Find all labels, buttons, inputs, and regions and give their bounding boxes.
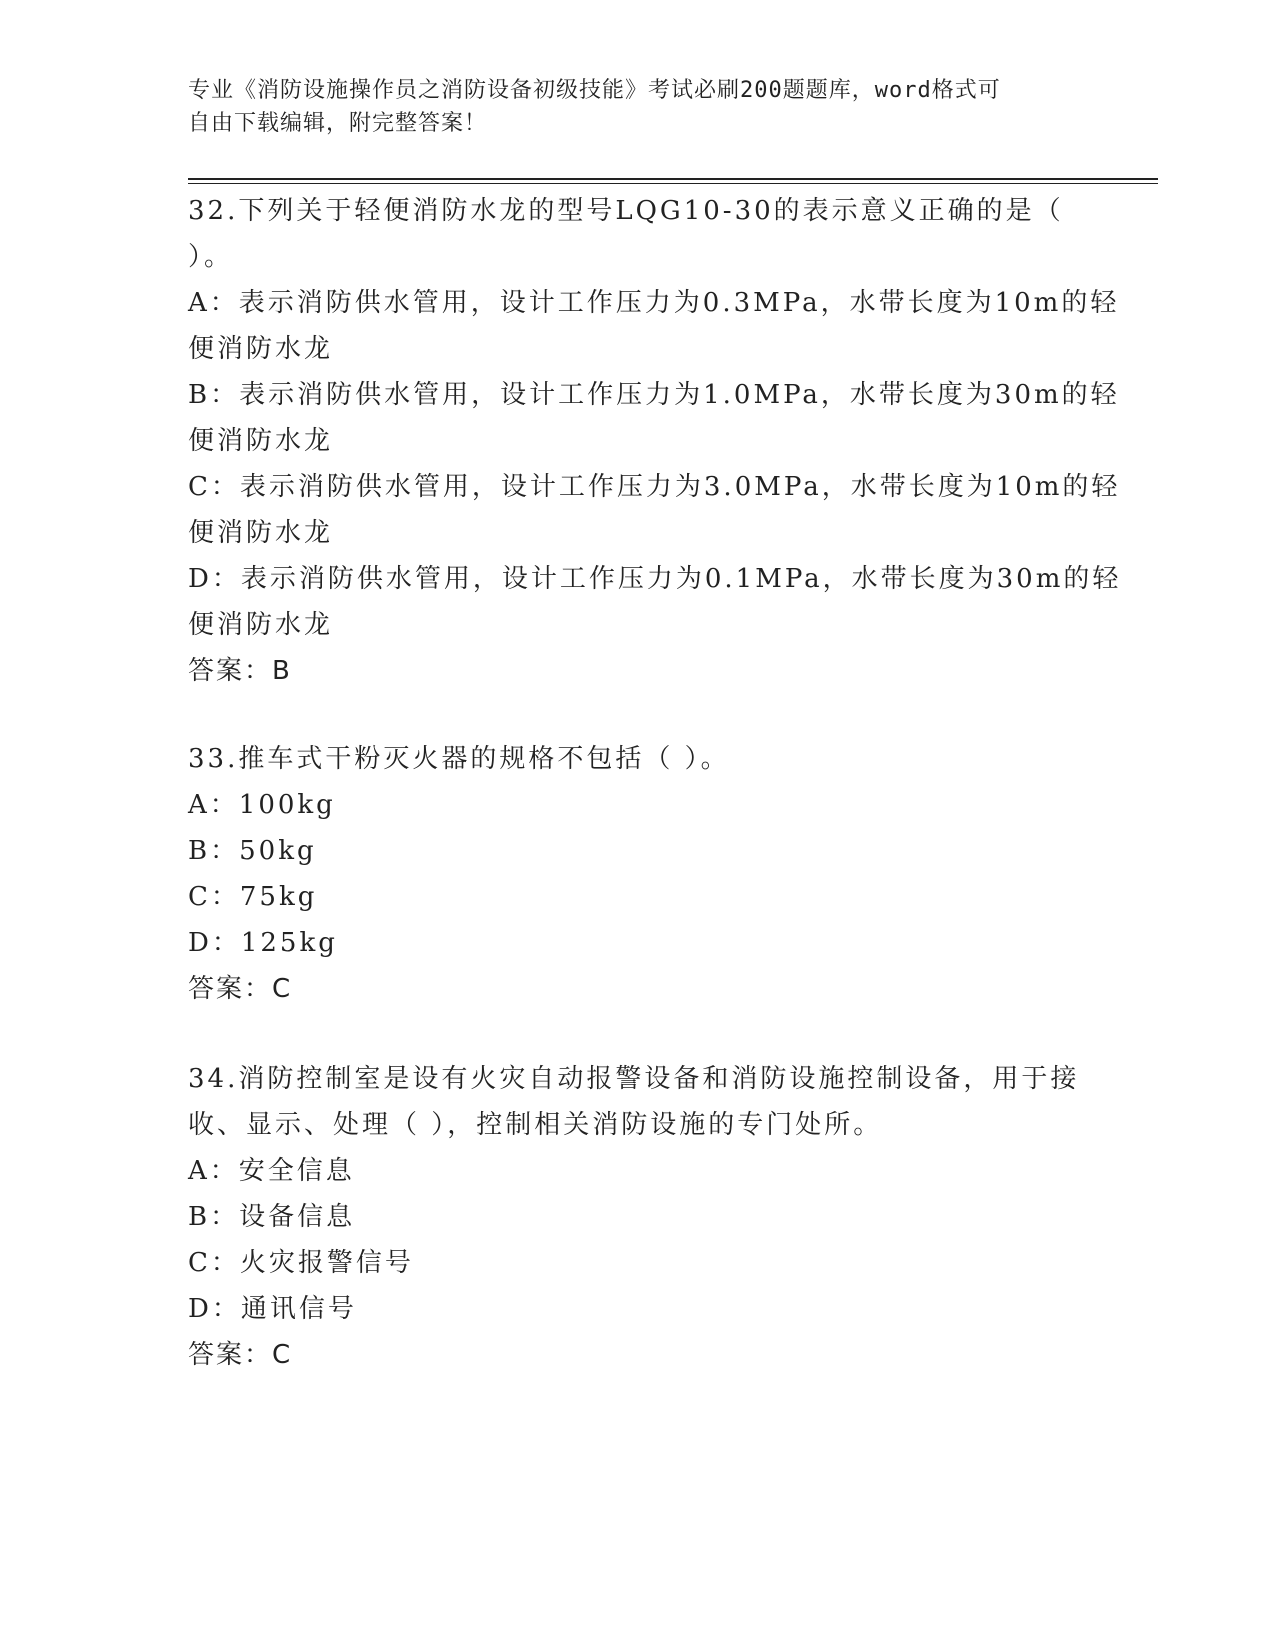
option-a-cont: 便消防水龙	[188, 334, 334, 364]
header-line: 自由下载编辑，附完整答案！	[188, 111, 488, 136]
option-d: D：125kg	[188, 928, 338, 958]
document-header	[188, 74, 1088, 140]
header-divider-thin	[188, 183, 1158, 184]
option-c: C：表示消防供水管用，设计工作压力为3.0MPa，水带长度为10m的轻	[188, 472, 1121, 502]
question-stem: 收、显示、处理（ ），控制相关消防设施的专门处所。	[188, 1110, 883, 1140]
option-d: D：表示消防供水管用，设计工作压力为0.1MPa，水带长度为30m的轻	[188, 564, 1122, 594]
option-a: A：表示消防供水管用，设计工作压力为0.3MPa，水带长度为10m的轻	[188, 288, 1120, 318]
question-34	[188, 1056, 1088, 1378]
answer: 答案：C	[188, 1340, 293, 1370]
option-d-cont: 便消防水龙	[188, 610, 334, 640]
header-line: 专业《消防设施操作员之消防设备初级技能》考试必刷200题题库，word格式可	[188, 78, 1001, 103]
question-stem: 33.推车式干粉灭火器的规格不包括（ ）。	[188, 744, 730, 774]
option-c: C：火灾报警信号	[188, 1248, 414, 1278]
question-33	[188, 736, 1088, 1012]
option-a: A：安全信息	[188, 1156, 355, 1186]
header-divider	[188, 178, 1158, 180]
option-b: B：50kg	[188, 836, 317, 866]
question-stem: 34.消防控制室是设有火灾自动报警设备和消防设施控制设备，用于接	[188, 1064, 1080, 1094]
option-d: D：通讯信号	[188, 1294, 357, 1324]
question-stem: 32.下列关于轻便消防水龙的型号LQG10-30的表示意义正确的是（	[188, 196, 1064, 226]
answer: 答案：C	[188, 974, 293, 1004]
option-b: B：设备信息	[188, 1202, 356, 1232]
answer: 答案：B	[188, 656, 292, 686]
option-a: A：100kg	[188, 790, 336, 820]
question-stem: ）。	[188, 242, 234, 272]
option-c: C：75kg	[188, 882, 318, 912]
option-b: B：表示消防供水管用，设计工作压力为1.0MPa，水带长度为30m的轻	[188, 380, 1120, 410]
option-c-cont: 便消防水龙	[188, 518, 334, 548]
question-32	[188, 188, 1122, 694]
option-b-cont: 便消防水龙	[188, 426, 334, 456]
